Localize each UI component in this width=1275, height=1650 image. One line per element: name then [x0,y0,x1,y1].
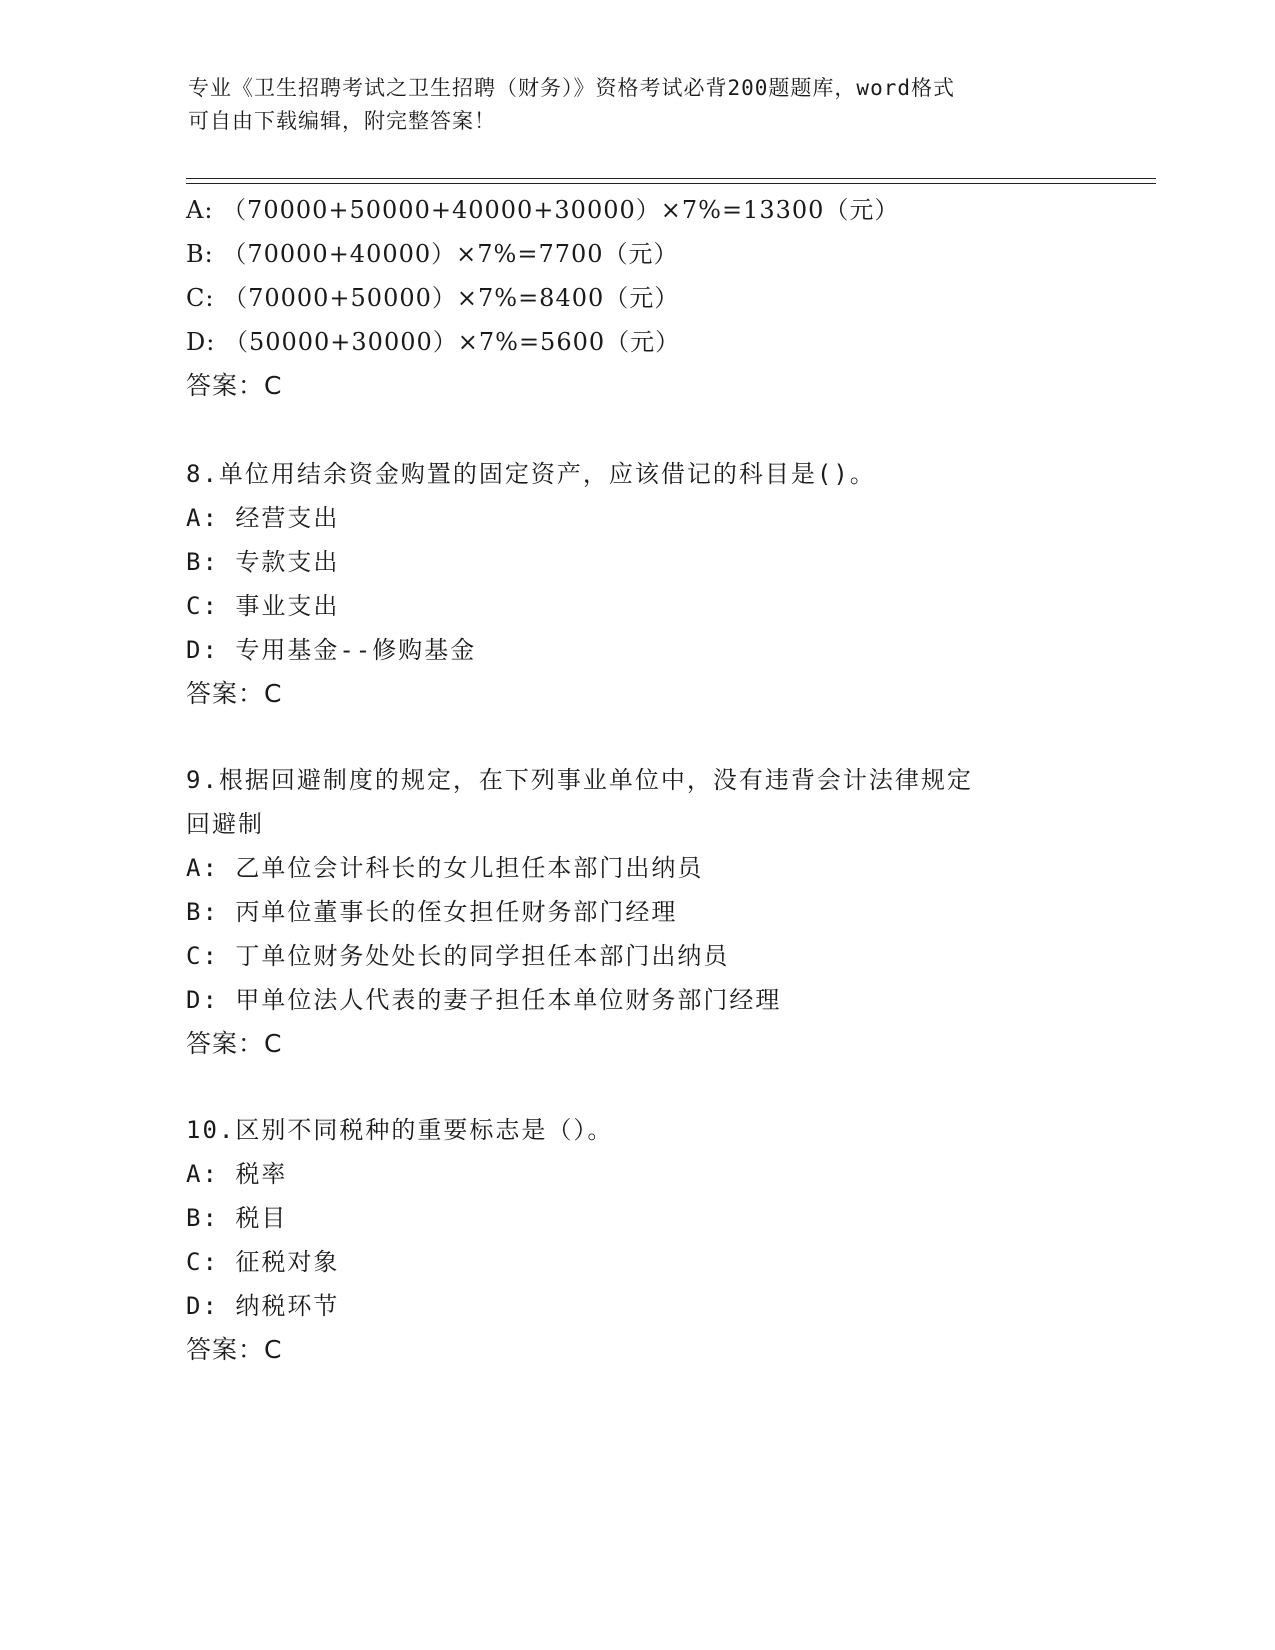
q7-option-b: B: （70000+40000）×7%=7700（元） [186,240,679,268]
q7-answer: 答案：C [186,371,283,400]
q8-option-b: B: 专款支出 [186,548,340,576]
q9-option-c: C: 丁单位财务处处长的同学担任本部门出纳员 [186,942,730,970]
q8-option-d: D: 专用基金--修购基金 [186,636,477,664]
q8-stem: 8.单位用结余资金购置的固定资产，应该借记的科目是()。 [186,460,876,488]
q9-option-d: D: 甲单位法人代表的妻子担任本单位财务部门经理 [186,986,782,1014]
q10-option-d: D: 纳税环节 [186,1292,340,1320]
header-line-2: 可自由下载编辑，附完整答案！ [188,109,496,133]
q10-option-c: C: 征税对象 [186,1248,340,1276]
q10-option-b: B: 税目 [186,1204,288,1232]
q7-option-d: D: （50000+30000）×7%=5600（元） [186,328,681,356]
q10-option-a: A: 税率 [186,1160,288,1188]
q7-option-c: C: （70000+50000）×7%=8400（元） [186,284,680,312]
header-divider-top [186,178,1156,179]
q10-answer: 答案：C [186,1335,283,1364]
q8-answer: 答案：C [186,679,283,708]
q9-option-a: A: 乙单位会计科长的女儿担任本部门出纳员 [186,854,704,882]
q8-option-a: A: 经营支出 [186,504,340,532]
header-line-1: 专业《卫生招聘考试之卫生招聘（财务）》资格考试必背200题题库，word格式 [188,76,955,100]
header-divider-bottom [186,183,1156,184]
q10-stem: 10.区别不同税种的重要标志是（）。 [186,1116,614,1144]
q9-option-b: B: 丙单位董事长的侄女担任财务部门经理 [186,898,678,926]
document-header [188,72,1088,138]
q9-stem-line-2: 回避制 [186,810,264,838]
q7-option-a: A: （70000+50000+40000+30000）×7%=13300（元） [186,196,900,224]
q9-answer: 答案：C [186,1029,283,1058]
q8-option-c: C: 事业支出 [186,592,340,620]
q9-stem-line-1: 9.根据回避制度的规定，在下列事业单位中，没有违背会计法律规定 [186,766,973,794]
